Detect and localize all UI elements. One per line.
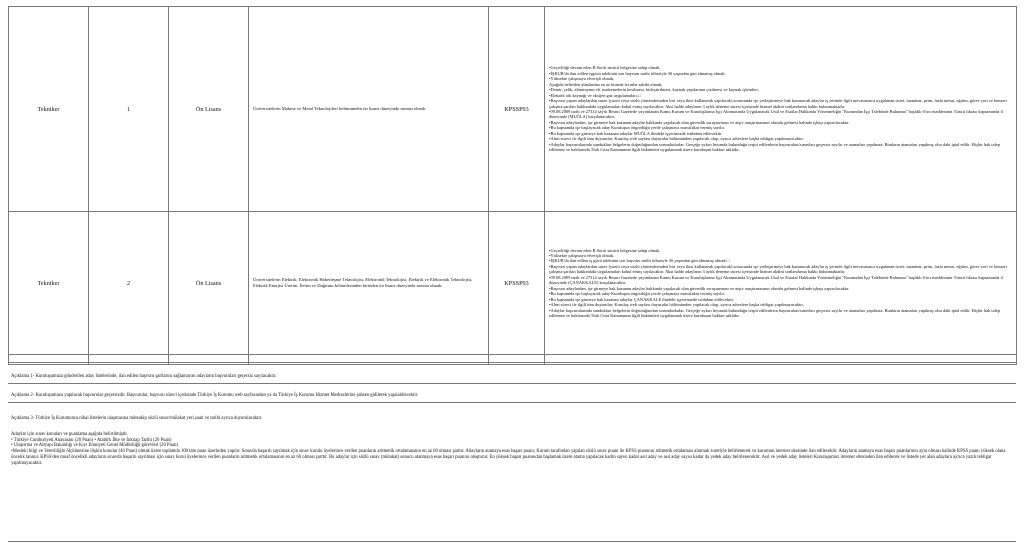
requirement-line: •Başvuru yapan adaylardan sınav (yazılı veya sözlü yöntemlerinden biri veya ikisi kullanarak yapılacak) sonucunda işe yerleştirmeye hak kazanacak adaylar iş yerinde ilgili mevzuatınca uygulanan ücret, tazminat, prim, fazla mesai, eğitim, görev yeri ve benzeri çalışma şartları hakkındaki uygulamaları kabul etmiş sayılacaktır. Aksi halde adayların 3 aylık deneme süresi içerisinde hizmet akdini sonlandırma hakkı bulunmaktadır.: [549, 263, 1007, 275]
requirement-line: •Bu kapsamda işe başlayacak aday Kuruluşun öngördüğü yerde çalışmaya muvafakat vermiş sayılır.: [549, 291, 725, 297]
note-3-intro: Adaylar için sınav konuları ve puanlama aşağıda belirtilmiştir.: [11, 431, 128, 437]
note-2-text: Açıklama 2- Kuruluşumuza yapılacak başvurular geçersizdir. Başvurular, başvuru süreci içerisinde Türkiye İş Kurumu web sayfasından ya da Türkiye İş Kurumu Hizmet Merkezlerine şahsen gidilerek yapılabilecektir.: [11, 393, 419, 399]
quota-cell: 1: [89, 7, 169, 212]
requirement-line: Aşağıda belirtilen alanlardan en az birinde tecrübe sahibi olmak;: [549, 81, 663, 87]
requirement-line: •Bu kapsamda işe girmeye hak kazanan adaylar MUĞLA ilindeki işyerimizde istihdam edilecektir.: [549, 130, 723, 136]
note-3: [8, 402, 1016, 542]
requirement-line: •09.08.2009 tarih ve 27314 sayılı Resmi Gazetede yayımlanan Kamu Kurum ve Kuruluşlarına İşçi Alınmasında Uygulanacak Usul ve Esaslar Hakkında Yönetmeliğin "Kurumdan İşçi Talebinde Bulunma" başlıklı 6'ncı maddesinin 3'üncü fıkrası kapsamında il düzeyinde (MUĞLA) karşılanacaktır.: [549, 109, 1003, 120]
note-3-spacer: [11, 406, 1013, 416]
note-3-item: • Türkiye Cumhuriyeti Anayasası (20 Puan) • Atatürk İlke ve İnkılap Tarihi (20 Puan): [11, 437, 172, 443]
note-3-item: • Ulaştırma ve Altyapı Bakanlığı ve Kıyı Emniyeti Genel Müdürlüğü görevleri (20 Puan): [11, 443, 178, 449]
requirement-line: •09.08.2009 tarih ve 27314 sayılı Resmi Gazetede yayımlanan Kamu Kurum ve Kuruluşlarına İşçi Alınmasında Uygulanacak Usul ve Esaslar Hakkında Yönetmeliğin "Kurumdan İşçi Talebinde Bulunma" başlıklı 6'ncı maddesinin 3'üncü fıkrası kapsamında il düzeyinde (ÇANAKKALE) karşılanacaktır.: [549, 274, 1003, 286]
requirement-line: •Yüksekte çalışmaya elverişli olmak,: [549, 76, 615, 82]
note-1-text: Açıklama 1- Kuruluşumuza gönderilen aday listelerinde, ilan edilen başvuru şartlarını sağlamayan adayların başvuruları geçersiz sayılacaktır.: [11, 374, 277, 380]
education-cell: Ön Lisans: [169, 7, 249, 212]
requirements-cell: [545, 212, 1017, 355]
requirement-line: •Elektrik ark kaynağı ve oksijen gaz uygulamaları,□: [549, 92, 641, 98]
department-cell: Üniversitelerin Elektrik, Elektronik Haberleşme Teknolojisi, Elektronik Teknolojisi, Elektrik ve Elektronik Teknolojisi, Elektrik Enerjisi Üretim, İletim ve Dağıtımı bölümlerinden birinden ön lisans düzeyinde mezun olmak.: [249, 212, 489, 355]
requirement-line: •Başvuru yapan adaylardan sınav (yazılı veya sözlü yöntemlerinden biri veya ikisi kullanarak yapılacak) sonucunda işe yerleştirmeye hak kazanacak adaylar iş yerinde ilgili mevzuatınca uygulanan ücret, tazminat, prim, fazla mesai, eğitim, görev yeri ve benzeri çalışma şartları hakkındaki uygulamaları kabul etmiş sayılacaktır. Aksi halde adayların 3 aylık deneme süresi içerisinde hizmet akdini sonlandırma hakkı bulunmaktadır.: [549, 98, 1007, 109]
note-3-title: Açıklama 3- Türkiye İş Kurumunca nihai listelerin ulaşmasına müteakip sözlü sınav/mülakat yeri,saati ve tarihi ayrıca duyurulacaktır.: [11, 416, 263, 421]
requirements-cell: [545, 7, 1017, 212]
requirement-line: •Adaylar başvurularında sundukları belgelerin doğruluğundan sorumludurlar. Gerçeğe aykırı beyanda bulunduğu tespit edilenlerin başvuruları/sınavları geçersiz sayılır ve atamaları yapılmaz. Bunların atamaları yapılmış olsa dahi iptal edilir. Hiçbir hak talep edilemez ve haklarında Türk Ceza Kanununun ilgili hükümleri uygulanmak üzere kuruluşun hakları saklıdır.: [549, 307, 1000, 318]
requirement-line: •Bu kapsamda işe girmeye hak kazanan adaylar ÇANAKKALE ilindeki işyerimizde istihdam edilecektir.: [549, 296, 734, 302]
table-row: [9, 7, 1017, 212]
notes-section: [8, 362, 1016, 542]
requirement-line: •Alım süreci ile ilgili tüm duyurular; Kuruluş web sayfası duyurular bölümünden yapılacak olup, ayrıca adreslere başka tebligat yapılmayacaktır.: [549, 136, 804, 142]
requirement-line: •İŞKUR'da ilan edilen işgücü talebinin son başvuru tarihi itibariyle 36 yaşından gün almamış olmak.: [549, 70, 726, 76]
quota-cell: 2: [89, 212, 169, 355]
requirement-line: •Yüksekte çalışmaya elverişli olmak.: [549, 253, 615, 258]
education-cell: Ön Lisans: [169, 212, 249, 355]
positions-table: [8, 6, 1017, 365]
note-3-spacer: [11, 422, 1013, 432]
note-2: [8, 383, 1016, 402]
requirement-line: •Bu kapsamda işe başlayacak aday Kuruluşun öngördüğü yerde çalışmaya muvafakat vermiş sayılır.: [549, 125, 725, 131]
requirement-line: •Adaylar başvurularında sundukları belgelerin doğruluğundan sorumludurlar. Gerçeğe aykırı beyanda bulunduğu tespit edilenlerin başvuruları/sınavları geçersiz sayılır ve atamaları yapılmaz. Bunların atamaları yapılmış olsa dahi iptal edilir. Hiçbir hak talep edilemez ve haklarında Türk Ceza Kanununun ilgili hükümleri uygulanmak üzere kuruluşun hakları saklıdır.: [549, 141, 1000, 153]
note-3-body: •Mesleki bilgi ve Yeterliliğin ölçülmesine ilişkin konular (40 Puan) olmak üzere toplamda 100 tam puan üzerinden yapılır. Sınavda başarılı sayılmak için sınav kurulu üyelerince verilen puanların aritmetik ortalamasının en az 60 olması şarttır. Adayların atamaya esas başarı puanı; Kurum tarafından yapılan sözlü sınav puanı ile KPSS puanının aritmetik ortalaması alınmak suretiyle belirlenecek ve kurumun internet sitesinde ilan edilecektir. Adayların atamaya esas başarı puanlarının aynı olması halinde KPSS puanı yüksek olana öncelik tanınır. KPSS'den muaf öncelikli adayların sınavda başarılı sayılması için sınav kurul üyelerince verilen puanların aritmetik ortalamasının en az 60 olması şarttır. Bu adaylar için sözlü sınav (mülakat) sonucu atanmaya esas başarı puanını oluşturur. En yüksek başarı puanından başlamak üzere atama yapılacak kadro sayısı kadar asıl aday ve asıl aday sayısı kadar da yedek aday belirlenecektir. Asıl ve yedek aday listeleri Kuruluşumuz internet sitesinden ilan edilecek ve listede yer alan adaylara ayrıca yazılı tebligat yapılmayacaktır.: [11, 449, 1006, 466]
kpss-cell: KPSSP93: [489, 212, 545, 355]
kpss-cell: KPSSP93: [489, 7, 545, 212]
position-cell: Tekniker: [9, 7, 89, 212]
requirement-line: •İŞKUR'da ilan edilen iş gücü talebinin son başvuru tarihi itibariyle 36 yaşından gün almamış olmak.□: [549, 258, 730, 264]
requirement-line: •Geçerliliği devam eden B Sınıfı sürücü belgesine sahip olmak.: [549, 247, 661, 253]
note-1: [8, 362, 1016, 383]
requirement-line: •Başvuru adaylardan, işe girmeye hak kazanan adaylar hakkında yapılacak olan güvenlik soruşturması ve arşiv araştırmasının olumlu gelmesi halinde işbaşı yaptırılacaktır.: [549, 119, 850, 125]
requirement-line: •Demir, çelik, alüminyum vb. malzemelerin kesilmesi, birleştirilmesi, kaynak yapılarının çizilmesi ve kaynak işlemleri,: [549, 87, 759, 93]
requirement-line: •Başvuru adaylardan, işe girmeye hak kazanan adaylar hakkında yapılacak olan güvenlik soruşturması ve arşiv araştırmasının olumlu gelmesi halinde işbaşı yaptırılacaktır.: [549, 285, 850, 291]
requirement-line: •Alım süreci ile ilgili tüm duyurular; Kuruluş web sayfası duyurular bölümünden yapılacak olup, ayrıca adreslere başka tebligat yapılmayacaktır.: [549, 302, 804, 308]
requirement-line: •Geçerliliği devam eden B Sınıfı sürücü belgesine sahip olmak.: [549, 65, 661, 71]
position-cell: Tekniker: [9, 212, 89, 355]
table-row: [9, 212, 1017, 355]
department-cell: Üniversitelerin Makine ve Metal Teknolojileri bölümünden ön lisans düzeyinde mezun olmak.: [249, 7, 489, 212]
